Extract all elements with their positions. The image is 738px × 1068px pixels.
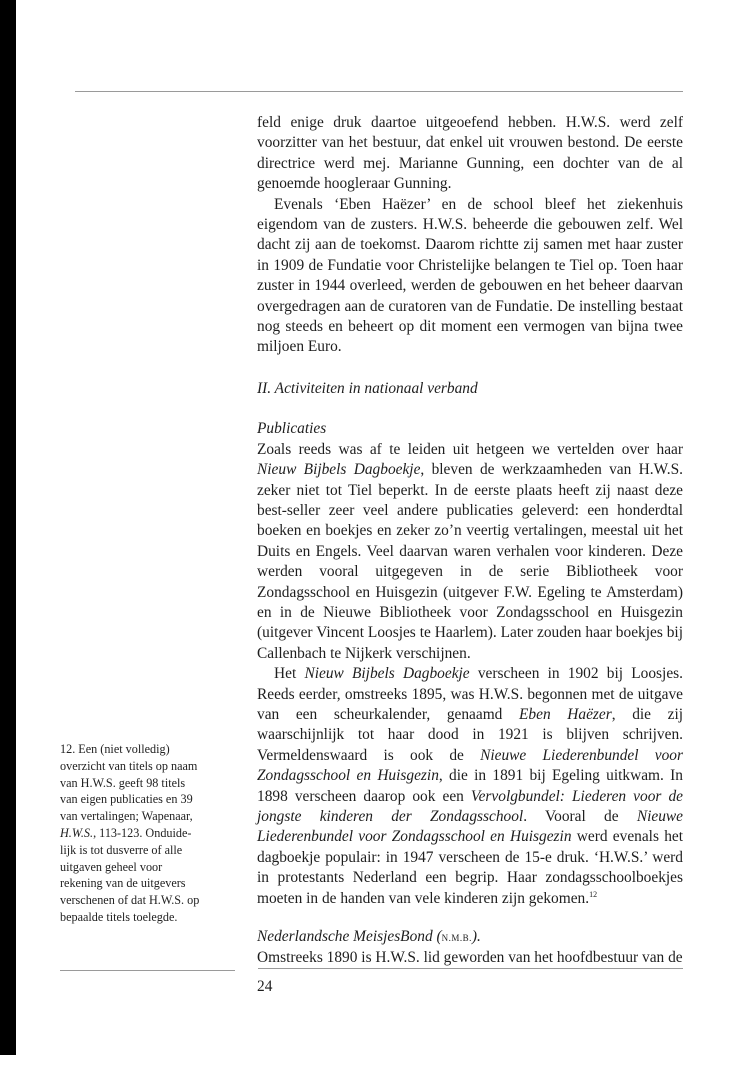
subsection-heading-publicaties: Publicaties xyxy=(257,420,327,438)
paragraph-nmb: Omstreeks 1890 is H.W.S. lid geworden van het hoofdbestuur van de xyxy=(257,949,683,967)
footnote-line: 12. Een (niet volledig) xyxy=(60,742,170,756)
footnote-line: van H.W.S. geeft 98 titels xyxy=(60,775,186,790)
footer-rule xyxy=(258,968,683,969)
paragraph-publicaties: Zoals reeds was af te leiden uit hetgeen we vertelden over haar Nieuw Bijbels Dagboekje, bleven de werkzaamheden van H.W.S. zeker niet tot Tiel beperkt. In de eerste plaats heeft zij naast deze best-seller zeer veel andere publicaties geleverd: een honderdtal boeken en boekjes en zeker zo’n veertig vertalingen, meestal uit het Duits en Engels. Veel daarvan waren verhalen voor kinderen. Deze werden vooral uitgegeven in de serie Bibliotheek voor Zondagsschool en Huisgezin (uitgever F.W. Egeling te Amsterdam) en in de Nieuwe Bibliotheek voor Zondagsschool en Huisgezin (uitgever Vincent Loosjes te Haarlem). Later zouden haar boekjes bij Callenbach te Nijkerk verschijnen. xyxy=(257,440,683,662)
footnote-line: uitgaven geheel voor xyxy=(60,859,163,874)
subsection-heading-nmb: Nederlandsche MeisjesBond (N.M.B.). xyxy=(257,928,481,946)
footnote-line: van vertalingen; Wapenaar, xyxy=(60,809,193,824)
page-number: 24 xyxy=(257,978,273,995)
paragraph-continuation: feld enige druk daartoe uitgeoefend hebben. H.W.S. werd zelf voorzitter van het bestuur, dat enkel uit vrouwen bestond. De eerste directrice werd mej. Marianne Gunning, een dochter van de al genoemde hoogleraar Gunning. xyxy=(257,114,683,193)
footnote-line: bepaalde titels toelegde. xyxy=(60,909,178,924)
paragraph-dagboekje: Het Nieuw Bijbels Dagboekje verscheen in 1902 bij Loosjes. Reeds eerder, omstreeks 1895, was H.W.S. begonnen met de uitgave van een scheurkalender, genaamd Eben Haëzer, die zij waarschijnlijk tot haar dood in 1921 is blijven schrijven. Vermeldenswaard is ook de Nieuwe Liederenbundel voor Zondagsschool en Huisgezin, die in 1891 bij Egeling uitkwam. In 1898 verscheen daarop ook een Vervolgbundel: Liederen voor de jongste kinderen der Zondagsschool. Vooral de Nieuwe Liederenbundel voor Zondagsschool en Huisgezin werd evenals het dagboekje populair: in 1947 verscheen de 15-e druk. ‘H.W.S.’ werd in protestants Nederland een begrip. Haar zondagsschoolboekjes moeten in de handen van vele kinderen zijn gekomen.$^{12}$ xyxy=(257,665,684,907)
footnote-line: verschenen of dat H.W.S. op xyxy=(60,893,200,908)
footnote-reference: 12 xyxy=(589,889,598,899)
section-heading: II. Activiteiten in nationaal verband xyxy=(257,379,478,397)
paragraph-fundatie: Evenals ‘Eben Haëzer’ en de school bleef het ziekenhuis eigendom van de zusters. H.W.S. beheerde die gebouwen zelf. Wel dacht zij aan de toekomst. Daarom richtte zij samen met haar zuster in 1909 de Fundatie voor Christelijke belangen te Tiel op. Toen haar zuster in 1944 overleed, werden de gebouwen en het beheer daarvan overgedragen aan de curatoren van de Fundatie. De instelling bestaat nog steeds en beheert op dit moment een vermogen van bijna twee miljoen Euro. xyxy=(257,195,683,356)
header-rule xyxy=(75,91,683,92)
main-text-column xyxy=(257,113,683,969)
footnote-line: van eigen publicaties en 39 xyxy=(60,792,193,807)
footnote-line: lijk is tot dusverre of alle xyxy=(60,842,183,857)
binding-edge xyxy=(0,0,16,1055)
footnote-rule xyxy=(60,970,235,971)
footnote-line: rekening van de uitgevers xyxy=(60,876,186,891)
sidenote-12 xyxy=(60,741,238,926)
footnote-line: overzicht van titels op naam xyxy=(60,758,198,773)
footnote-citation-line: H.W.S., 113-123. Onduide- xyxy=(60,825,192,840)
